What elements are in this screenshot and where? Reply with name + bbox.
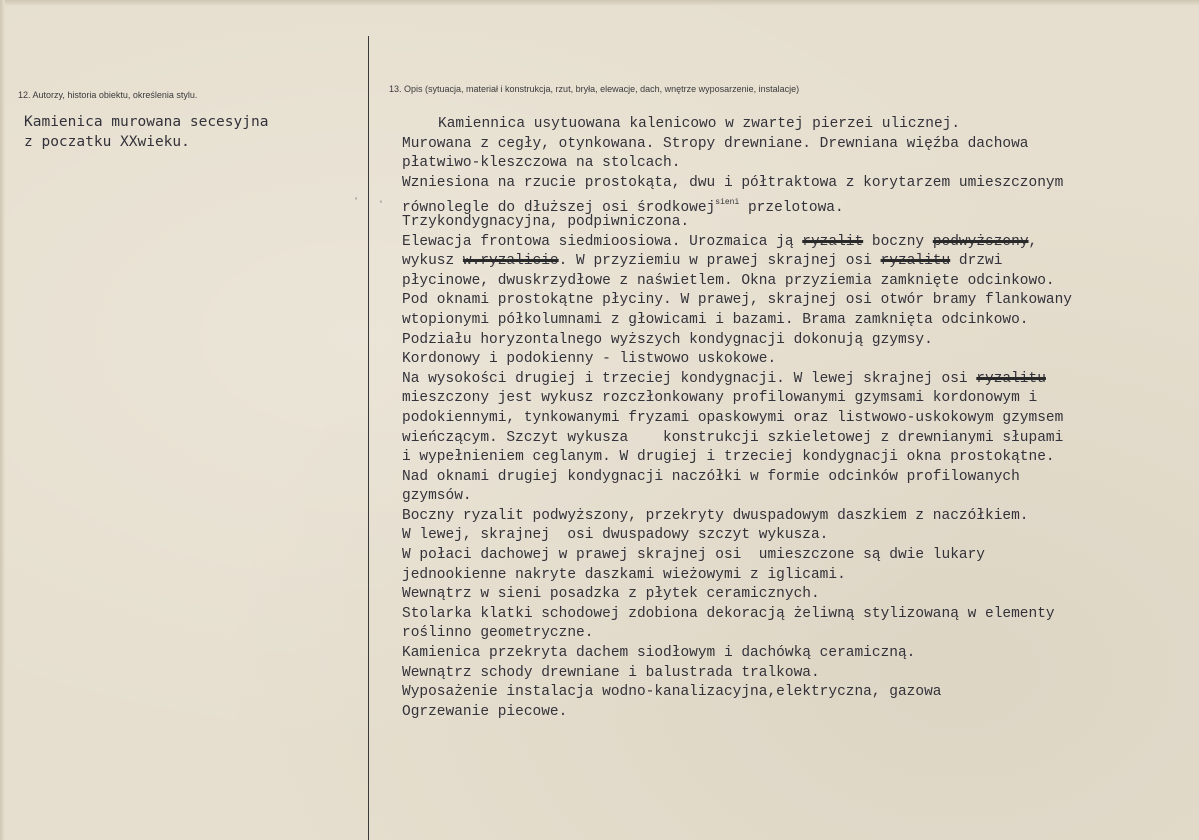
- description-line: [402, 526, 1192, 546]
- line-text: Kamiennica usytuowana kalenicowo w zwartej pierzei ulicznej.: [438, 116, 961, 132]
- description-line: [402, 154, 1192, 174]
- line-text: jednookienne nakryte daszkami wieżowymi z iglicami.: [402, 566, 846, 583]
- line-text: Ogrzewanie piecowe.: [402, 703, 568, 720]
- line-text: wieńczącym. Szczyt wykusza konstrukcji szkieletowej z drewnianymi słupami: [402, 429, 1064, 446]
- description-line: [402, 429, 1192, 449]
- line-text: drzwi: [950, 253, 1003, 270]
- line-text: Wzniesiona na rzucie prostokąta, dwu i półtraktowa z korytarzem umieszczonym: [402, 174, 1064, 191]
- line-text: Na wysokości drugiej i trzeciej kondygnacji. W lewej skrajnej osi: [402, 370, 977, 387]
- struck-out-word: w.ryzalicie: [462, 253, 559, 270]
- description-line: [402, 135, 1192, 155]
- description-line: [402, 644, 1192, 664]
- line-text: ,: [1028, 233, 1038, 250]
- description-line: [402, 703, 1192, 723]
- description-line: [402, 487, 1192, 507]
- line-text: Kamienica przekryta dachem siodłowym i dachówką ceramiczną.: [402, 645, 916, 662]
- line-text: Trzykondygnacyjna, podpiwniczona.: [402, 213, 690, 230]
- handwritten-insertion: sieni: [715, 198, 740, 208]
- description-line: [402, 585, 1192, 605]
- description-line: [402, 566, 1192, 586]
- line-text: płycinowe, dwuskrzydłowe z naświetlem. Okna przyziemia zamknięte odcinkowo.: [402, 272, 1055, 289]
- line-text: roślinno geometryczne.: [402, 625, 594, 642]
- line-text: Stolarka klatki schodowej zdobiona dekoracją żeliwną stylizowaną w elementy: [402, 605, 1055, 622]
- line-text: przelotowa.: [739, 200, 844, 217]
- line-text: wykusz: [402, 253, 463, 270]
- struck-out-word: podwyższony: [932, 233, 1029, 250]
- description-line: [402, 193, 1192, 217]
- line-text: wtopionymi półkolumnami z głowicami i bazami. Brama zamknięta odcinkowo.: [402, 311, 1029, 328]
- line-text: Elewacja frontowa siedmioosiowa. Urozmaica ją: [402, 233, 803, 250]
- line-text: . W przyziemiu w prawej skrajnej osi: [558, 253, 881, 270]
- line-text: W połaci dachowej w prawej skrajnej osi umieszczone są dwie lukary: [402, 547, 985, 564]
- description-line: [402, 507, 1192, 527]
- description-line: [402, 252, 1192, 272]
- line-text: mieszczony jest wykusz rozczłonkowany profilowanymi gzymsami kordonowym i: [402, 390, 1038, 407]
- line-text: W lewej, skrajnej osi dwuspadowy szczyt wykusza.: [402, 527, 829, 544]
- column-divider: [368, 36, 369, 840]
- description-line: [402, 233, 1192, 253]
- description-line: [402, 468, 1192, 488]
- line-text: Podziału horyzontalnego wyższych kondygnacji dokonują gzymsy.: [402, 331, 933, 348]
- description-line: [402, 683, 1192, 703]
- description-line: [402, 331, 1192, 351]
- section-13-heading: 13. Opis (sytuacja, materiał i konstrukcja, rzut, bryła, elewacje, dach, wnętrze wyposarzenie, instalacje): [389, 84, 800, 94]
- line-text: Murowana z cegły, otynkowana. Stropy drewniane. Drewniana więźba dachowa: [402, 135, 1029, 152]
- line-text: Wewnątrz w sieni posadzka z płytek ceramicznych.: [402, 586, 820, 603]
- description-line: [402, 389, 1192, 409]
- line-text: Nad oknami drugiej kondygnacji naczółki w formie odcinków profilowanych: [402, 468, 1020, 485]
- description-line: [402, 409, 1192, 429]
- line-text: równolegle do dłuższej osi środkowej: [402, 200, 716, 217]
- description-line: [402, 350, 1192, 370]
- sheet-left-edge: [0, 0, 5, 840]
- line-text: Wewnątrz schody drewniane i balustrada tralkowa.: [402, 664, 820, 681]
- struck-out-word: ryzalitu: [880, 253, 951, 270]
- line-text: Boczny ryzalit podwyższony, przekryty dwuspadowym daszkiem z naczółkiem.: [402, 507, 1029, 524]
- line-text: gzymsów.: [402, 488, 472, 505]
- description-line: [402, 115, 1192, 135]
- line-text: i wypełnieniem ceglanym. W drugiej i trzeciej kondygnacji okna prostokątne.: [402, 449, 1055, 466]
- description-line: [402, 546, 1192, 566]
- line-text: Kordonowy i podokienny - listwowo uskokowe.: [402, 351, 777, 368]
- description-line: [402, 311, 1192, 331]
- description-line: [402, 272, 1192, 292]
- description-line: [402, 664, 1192, 684]
- section-12-heading: 12. Autorzy, historia obiektu, określenia stylu.: [18, 90, 198, 100]
- description-line: [402, 448, 1192, 468]
- section-12-line: Kamienica murowana secesyjna: [24, 114, 269, 130]
- struck-out-word: ryzalitu: [976, 370, 1046, 387]
- line-text: Pod oknami prostokątne płyciny. W prawej, skrajnej osi otwór bramy flankowany: [402, 292, 1073, 309]
- line-text: Wyposażenie instalacja wodno-kanalizacyjna,elektryczna, gazowa: [402, 684, 942, 701]
- description-line: [402, 174, 1192, 194]
- margin-tick-mark: ’: [355, 196, 357, 206]
- struck-out-word: ryzalit: [802, 233, 864, 250]
- description-line: [402, 605, 1192, 625]
- description-line: [402, 291, 1192, 311]
- description-line: [402, 370, 1192, 390]
- line-text: płatwiwo-kleszczowa na stolcach.: [402, 155, 681, 172]
- line-text: podokiennymi, tynkowanymi fryzami opaskowymi oraz listwowo-uskokowym gzymsem: [402, 409, 1064, 426]
- section-13-description: [402, 115, 1192, 722]
- line-text: boczny: [863, 233, 933, 250]
- sheet-top-edge: [0, 0, 1199, 6]
- section-12-text: [24, 112, 268, 152]
- section-12-line: z poczatku XXwieku.: [24, 134, 190, 150]
- description-line: [402, 624, 1192, 644]
- margin-tick-mark: ‘: [380, 199, 382, 209]
